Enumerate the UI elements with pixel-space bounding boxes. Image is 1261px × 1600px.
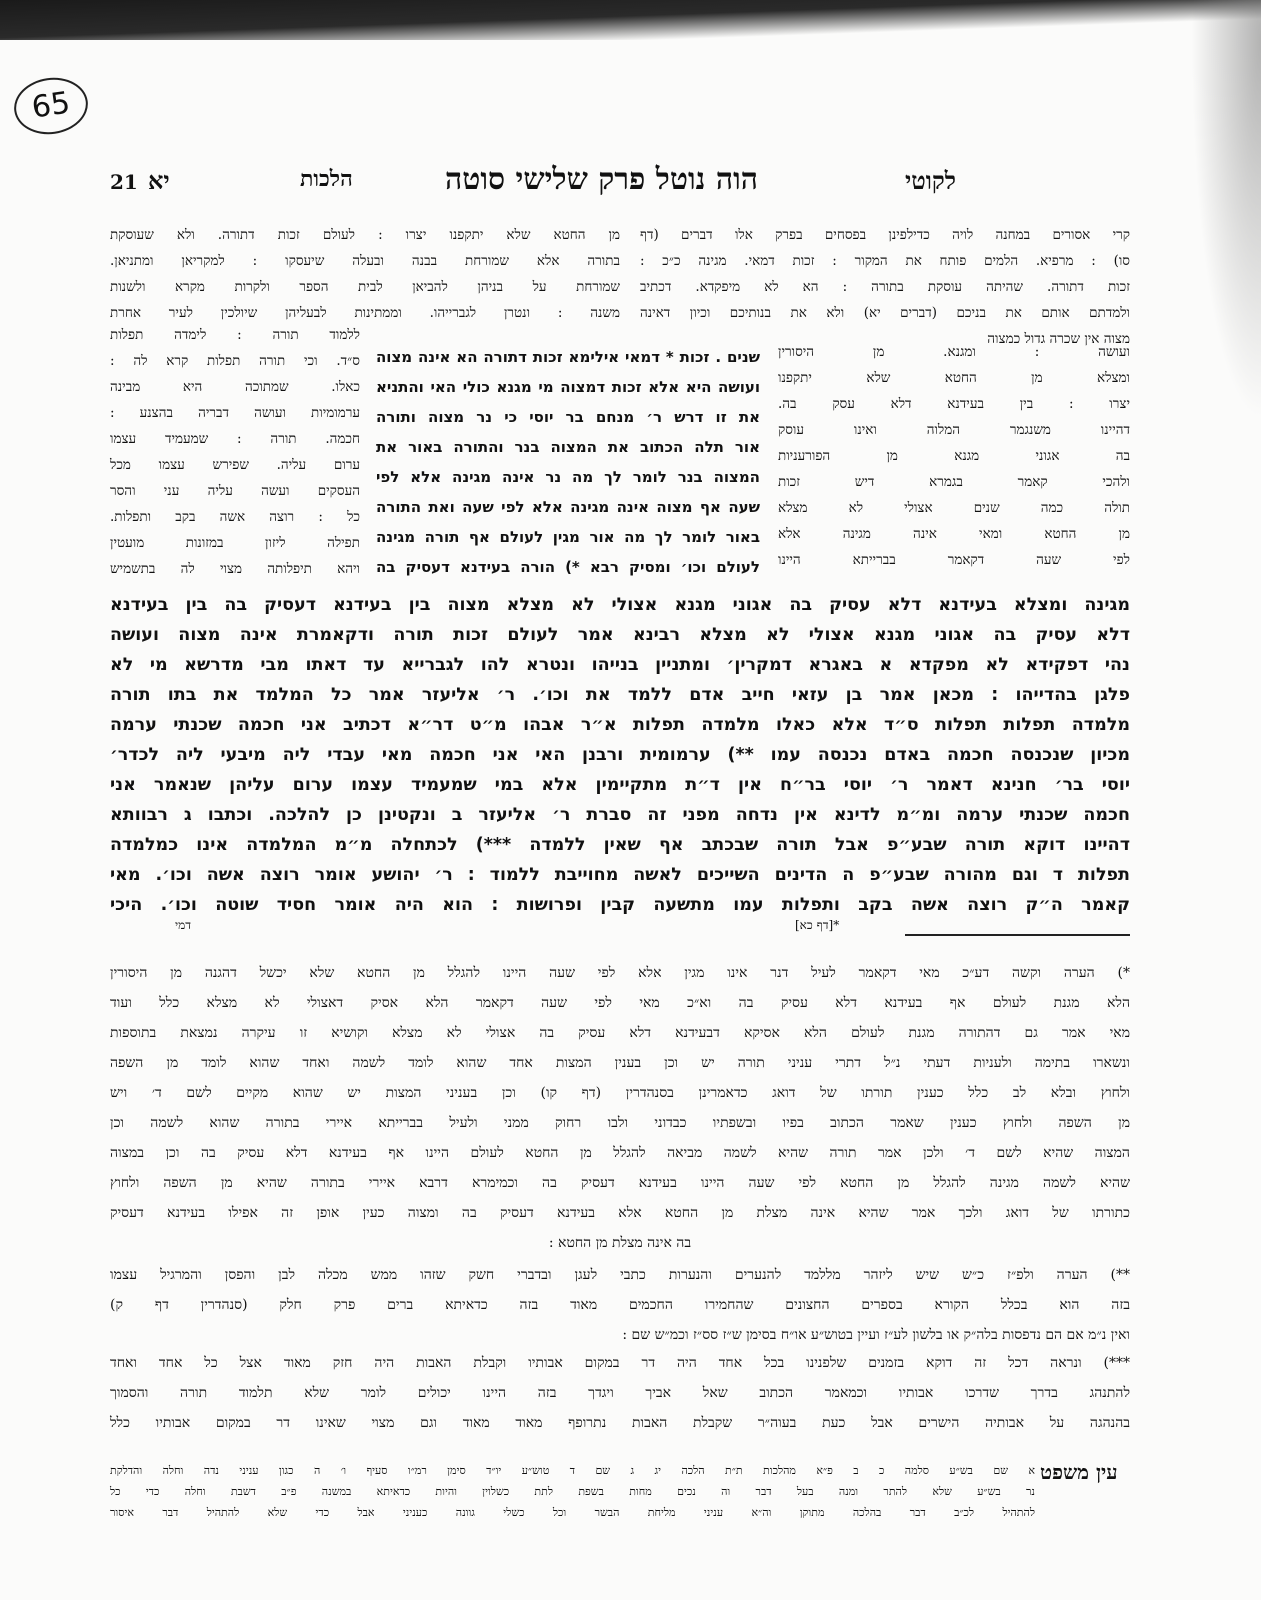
text-line: העסקים ועשה עליה עני והסר: [110, 483, 360, 499]
text-line: נר בש״ע שלא להתר ומנה בעל דבר וה נכים מחות בשפת לתת כשלוין והיות כדאיתא במשנה פ״ב דשבת וחלה כדי כל: [110, 1485, 1035, 1498]
header-left-word: הלכות: [300, 166, 353, 192]
text-line: קאמר ה״ק רוצה אשה בקב ותפלות עמו מתשעה קבין ופרושות : הוא היה אומר חסיד שוטה וכו׳. היכי: [110, 895, 1130, 915]
text-line: את זו דרש ר׳ מנחם בר יוסי כי נר מצוה ותורה: [376, 408, 760, 426]
footnote-divider: [905, 934, 1130, 936]
text-line: משנה : ונטרן לגברייהו. וממתינות לבעליהן שיולכין לעיר אחרת: [110, 305, 620, 321]
text-line: דלא עסיק בה אגוני מגנא אצולי לא מצלא רבינא אמר לעולם זכות תורה ודקאמרת אינה מצוה ועושה: [110, 625, 1130, 645]
text-line: בזה הוא בכלל הקורא בספרים החצונים שהחמירו החכמים מאוד בזה כדאיתא ברים פרק חלק (סנהדרין דף ק): [110, 1297, 1130, 1313]
text-line: דהיינו משנגמר המלוה ואינו עוסק: [778, 422, 1130, 438]
text-line: באור לומר לך מה אור מגין לעולם אף תורה מגינה: [376, 528, 760, 546]
right-top-commentary: [640, 222, 1130, 352]
text-line: ללמוד תורה : לימדה תפלות: [110, 327, 360, 343]
text-line: מצוה אין שכרה גדול כמצוה: [987, 331, 1130, 347]
text-line: ולחוץ ובלא לב כלל כענין תורתו של דואג כדאמרינן בסנהדרין (דף קו) וכן בעניני המצות יש שהוא מקיים לשם ד׳ ויש: [110, 1085, 1130, 1101]
text-line: שמורחת על בניהן להביאן לבית הספר ולקרות מקרא ולשנות: [110, 279, 620, 295]
text-line: ויהא תיפלותה מצוי לה בתשמיש: [110, 561, 360, 577]
text-line: להתהיל לכ״ב דבר בהלכה מתוקן וה״א עניני מליחת הבשר וכל כשלי גוונה כעניני אבל כדי שלא להתהיל דבר איסור: [110, 1506, 1035, 1519]
right-narrow-commentary: [778, 339, 1130, 573]
header-right-word: לקוטי: [905, 166, 956, 195]
header-title: הוה נוטל פרק שלישי סוטה: [445, 162, 759, 197]
text-line: תולה כמה שנים אצולי לא מצלא: [778, 500, 1130, 516]
text-line: יוסי בר׳ חנינא דאמר ר׳ יוסי בר״ח אין ד״ת מתקיימין אלא במי שמעמיד עצמו ערום עליהן שנאמר אני: [110, 775, 1130, 795]
text-line: שהיא לשמה מגינה להגלל מן החטא לפי שעה היינו בעידנא דעסיק בה וכמימרא דרבא איירי בתורה שהיא מן השפה ולחוץ: [110, 1175, 1130, 1191]
text-line: מכיון שנכנסה חכמה באדם נכנסה עמו **) ערמומית ורבנן האי אני חכמה מאי עבדי ליה מיבעי ליה לכדר׳: [110, 745, 1130, 765]
text-line: בהנהגה על אבותיה הישרים אבל כעת בעוה״ר שקבלת האבות נתרופף מאוד מאוד וגם מצוי שאינו דר במקום אבותיו כלל: [110, 1415, 1130, 1431]
text-line: בה אינה מצלת מן החטא :: [548, 1235, 692, 1251]
handwritten-page-number: 65: [10, 73, 91, 139]
catchword: דמי: [175, 918, 192, 932]
scan-shadow-right: [1191, 0, 1261, 420]
text-line: *) הערה וקשה דע״כ מאי דקאמר לעיל דנר אינו מגין אלא לפי שעה היינו להגלל מן החטא שלא יכשל דהגנה מן היסורין: [110, 965, 1130, 981]
header-page-number: 21: [110, 170, 138, 194]
text-line: לעולם וכו׳ ומסיק רבא *) הורה בעידנא דעסיק בה: [376, 558, 760, 576]
text-line: ערמומיות ועושה דבריה בהצנע :: [110, 405, 360, 421]
text-line: שעה אף מצוה אינה מגינה אלא לפי שעה ואת התורה: [376, 498, 760, 516]
text-line: שנים . זכות * דמאי אילימא זכות דתורה הא אינה מצוה: [376, 348, 760, 366]
text-line: לפי שעה דקאמר בברייתא היינו: [778, 552, 1130, 568]
text-line: מאי אמר גם דהתורה מגנת לעולם הלא אסיקא דבעידנא דלא עסיק בה אצולי לא מצלא וקושיא זו עיקרה נמצאת בתוספות: [110, 1025, 1130, 1041]
text-line: ונשארו בתימה ולעניות דעתי נ״ל דתרי עניני תורה יש וכן בענין המצות אחד שהוא לומד לשמה ואחד שהוא לומד מן השפה: [110, 1055, 1130, 1071]
footnote-2: [110, 1260, 1130, 1350]
header-hebrew-folio: יא: [148, 166, 170, 195]
text-line: כל : רוצה אשה בקב ותפלות.: [110, 509, 360, 525]
text-line: מן החטא ומאי אינה מגינה אלא: [778, 526, 1130, 542]
text-line: המצוה שהיא לשם ד׳ ולכן אמר תורה שהיא לשמה מביאה להגלל מן החטא לעולם היינו אף בעידנא דלא עסיק בה וכן במצוה: [110, 1145, 1130, 1161]
main-text: [110, 590, 1130, 920]
text-line: ועושה היא אלא זכות דמצוה מי מגנא כולי האי והתניא: [376, 378, 760, 396]
page-ref: *[דף כא]: [795, 918, 840, 932]
text-line: ערום עליה. שפירש עצמו מכל: [110, 457, 360, 473]
left-top-commentary: [110, 222, 620, 326]
text-line: כתורתו של דואג ולכך אמר שהיא אינה מצלת מן החטא אלא בעידנא דעסיק בה ומצוה כעין אופן זה אפילו בעידנא דעסיק: [110, 1205, 1130, 1221]
scan-shadow-top: [0, 0, 1261, 40]
text-line: כאלו. שמתוכה היא מבינה: [110, 379, 360, 395]
text-line: בה אגוני מגנא מן הפורעניות: [778, 448, 1130, 464]
text-line: הלא מגנת לעולם אף בעידנא דלא עסיק בה וא״כ מאי לפי שעה דקאמר הלא אסיק דאצולי לא מצלא כלל ועוד: [110, 995, 1130, 1011]
text-line: בתורה אלא שמורחת בבנה ובעלה שיעסקו : למקריאן ומתניאן.: [110, 253, 620, 269]
center-gemara-column: [376, 342, 760, 582]
text-line: סו) : מרפיא. הלמים פותח את המקור : זכות דמאי. מגינה כ״כ :: [640, 253, 1130, 269]
text-line: מן השפה ולחוץ כענין שאמר הכתוב בפיו ובשפתיו כבדוני ולבו רחוק ממני ולעיל בברייתא איירי בתורה שהוא לשמה וכן: [110, 1115, 1130, 1131]
ein-mishpat-notes: [110, 1460, 1035, 1523]
text-line: ועושה : ומגנא. מן היסורין: [778, 344, 1130, 360]
text-line: להתנהג בדרך שדרכו אבותיו וכמאמר הכתוב שאל אביך ויגדך בזה היינו יכולים לומר שלא תלמוד תורה והסמוך: [110, 1385, 1130, 1401]
text-line: מגינה ומצלא בעידנא דלא עסיק בה אגוני מגנא אצולי לא מצלא מצוה בין בעידנא דעסיק בה בין בעידנא: [110, 595, 1130, 615]
text-line: ולמדתם אותם את בניכם (דברים יא) ולא את בנותיכם וכיון דאינה: [640, 305, 1130, 321]
text-line: ואין נ״מ אם הם נדפסות בלה״ק או בלשון לע״ז ועיין בטוש״ע או״ח בסימן ש״ז סס״ז וכמ״ש שם :: [622, 1327, 1130, 1343]
footnote-3: [110, 1348, 1130, 1438]
text-line: ומצלא מן החטא שלא יתקפנו: [778, 370, 1130, 386]
text-line: נהי דפקידא לא מפקדא א באגרא דמקרין׳ ומתניין בנייהו ונטרא להו לגברייא עד דאתו מבי מדרשא מי לא: [110, 655, 1130, 675]
text-line: יצרו : בין בעידנא דלא עסק בה.: [778, 396, 1130, 412]
text-line: תפילה ליזון במזונות מועטין: [110, 535, 360, 551]
text-line: מן החטא שלא יתקפנו יצרו : לעולם זכות דתורה. ולא שעוסקת: [110, 227, 620, 243]
text-line: ס״ד. וכי תורה תפלות קרא לה :: [110, 353, 360, 369]
text-line: חכמה. תורה : שמעמיד עצמו: [110, 431, 360, 447]
text-line: אור תלה הכתוב את המצוה בנר והתורה באור את: [376, 438, 760, 456]
left-narrow-commentary: [110, 322, 360, 582]
text-line: ולהכי קאמר בגמרא דיש זכות: [778, 474, 1130, 490]
text-line: דהיינו דוקא תורה שבע״פ אבל תורה שבכתב אף שאין ללמדה ***) לכתחלה מ״מ המלמדה אינו כמלמדה: [110, 835, 1130, 855]
text-line: ***) ונראה דכל זה דוקא בזמנים שלפנינו בכל אחד היה דר במקום אבותיו וקבלת האבות היה חזק מאוד אצל כל אחד ואחד: [110, 1355, 1131, 1371]
text-line: המצוה בנר לומר לך מה נר אינה מגינה אלא לפי: [376, 468, 760, 486]
text-line: תפלות ד וגם מהורה שבע״פ ה הדינים השייכים לאשה מחוייבת ללמוד : ר׳ יהושע אומר רוצה אשה וכו׳. מאי: [110, 865, 1130, 885]
text-line: א שם בש״ע סלמה כ ב פ״א מהלכות ת״ת הלכה יג ג שם ד טוש״ע יו״ד סימן רמ״ו סעיף ו׳ ה כגון עניני נדה וחלה והדלקת: [110, 1464, 1035, 1477]
text-line: קרי אסורים במחנה לויה כדילפינן בפסחים בפרק אלו דברים (דף: [640, 227, 1130, 243]
text-line: פלגן בהדייהו : מכאן אמר בן עזאי חייב אדם ללמד את וכו׳. ר׳ אליעזר אמר כל המלמד את בתו תורה: [110, 685, 1130, 705]
text-line: זכות דתורה. שהיתה עוסקת בתורה : הא לא מיפקדא. דכתיב: [640, 279, 1130, 295]
text-line: חכמה שכנתי ערמה ומ״מ לדינא אין נדחה מפני זה סברת ר׳ אליעזר ב ונקטינן כן להלכה. וכתבו ג רבוותא: [110, 805, 1130, 825]
text-line: **) הערה ולפ״ז כ״ש שיש ליזהר מללמד להנערים והנערות כתבי לעגן ובדברי חשק שזהו ממש מכלה לבן והפסן והמרגיל עצמו: [110, 1267, 1130, 1283]
footnote-1: [110, 958, 1130, 1258]
ein-mishpat-label: עין משפט: [1040, 1460, 1118, 1484]
text-line: מלמדה תפלות תפלות ס״ד אלא כאלו מלמדה תפלות א״ר אבהו מ״ט דר״א דכתיב אני חכמה שכנתי ערמה: [110, 715, 1130, 735]
